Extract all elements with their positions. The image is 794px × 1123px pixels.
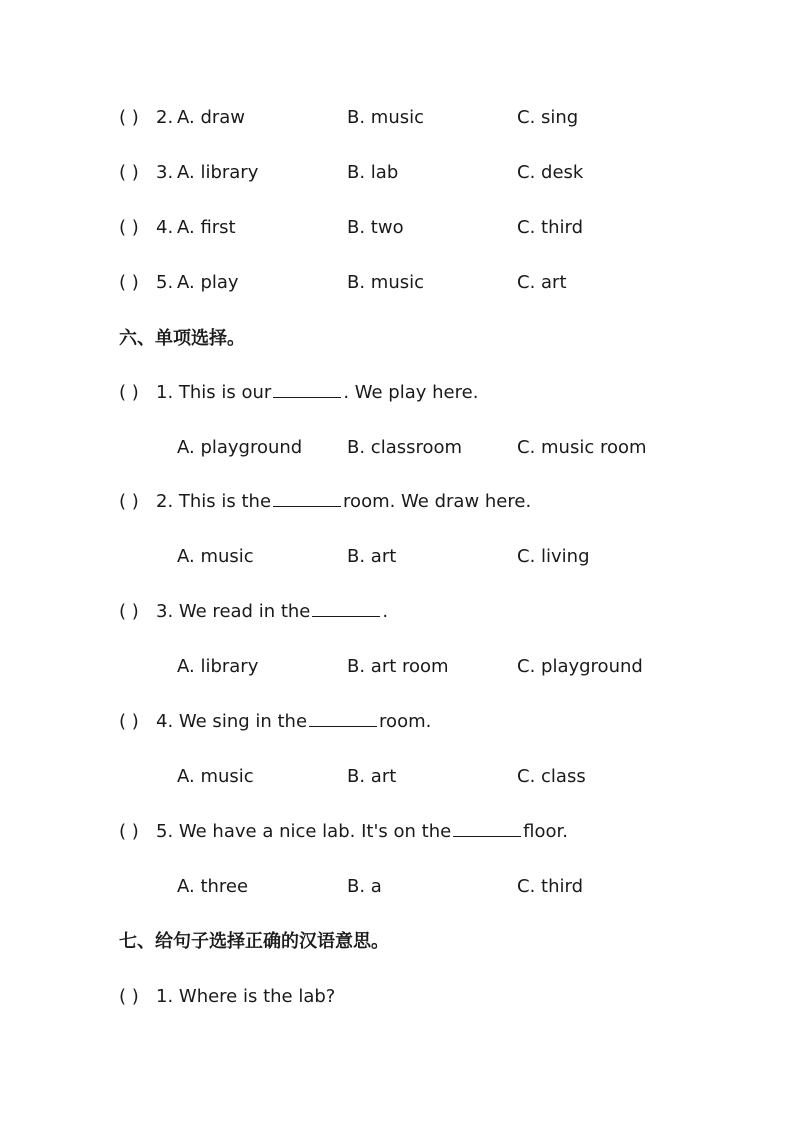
- answer-paren[interactable]: ( ): [119, 382, 139, 403]
- question-text-end: room. We draw here.: [343, 491, 532, 512]
- answer-paren[interactable]: ( ): [119, 491, 139, 512]
- option-c: C. sing: [517, 107, 579, 128]
- option-a: A. play: [177, 272, 239, 293]
- option-c: C. living: [517, 546, 590, 567]
- question-text: 1. This is our: [156, 382, 272, 403]
- question-text-end: . We play here.: [343, 382, 479, 403]
- option-b: B. a: [347, 876, 382, 897]
- question-text-end: room.: [379, 711, 432, 732]
- answer-paren[interactable]: ( ): [119, 217, 139, 238]
- fill-blank: [312, 600, 380, 617]
- fill-blank: [273, 490, 341, 507]
- question-text: 3. We read in the: [156, 601, 311, 622]
- option-a: A. draw: [177, 107, 246, 128]
- question-text-end: .: [382, 601, 389, 622]
- question-text: 1. Where is the lab?: [156, 986, 336, 1007]
- item-number: 3.: [156, 162, 174, 183]
- option-a: A. music: [177, 766, 254, 787]
- question-text: 5. We have a nice lab. It's on the: [156, 821, 452, 842]
- option-b: B. two: [347, 217, 404, 238]
- answer-paren[interactable]: ( ): [119, 107, 139, 128]
- question-text-end: floor.: [523, 821, 569, 842]
- option-a: A. library: [177, 656, 259, 677]
- option-c: C. third: [517, 876, 583, 897]
- option-b: B. music: [347, 107, 425, 128]
- option-a: A. three: [177, 876, 249, 897]
- answer-paren[interactable]: ( ): [119, 162, 139, 183]
- option-a: A. playground: [177, 437, 303, 458]
- item-number: 5.: [156, 272, 174, 293]
- option-a: A. music: [177, 546, 254, 567]
- answer-paren[interactable]: ( ): [119, 986, 139, 1007]
- option-a: A. first: [177, 217, 236, 238]
- option-c: C. class: [517, 766, 586, 787]
- fill-blank: [453, 820, 521, 837]
- item-number: 4.: [156, 217, 174, 238]
- option-a: A. library: [177, 162, 259, 183]
- option-b: B. classroom: [347, 437, 463, 458]
- option-c: C. desk: [517, 162, 584, 183]
- fill-blank: [309, 710, 377, 727]
- section-6-heading: 六、单项选择。: [119, 328, 245, 349]
- answer-paren[interactable]: ( ): [119, 711, 139, 732]
- answer-paren[interactable]: ( ): [119, 821, 139, 842]
- option-c: C. music room: [517, 437, 647, 458]
- question-text: 4. We sing in the: [156, 711, 308, 732]
- section-7-heading: 七、给句子选择正确的汉语意思。: [119, 931, 389, 952]
- fill-blank: [273, 381, 341, 398]
- answer-paren[interactable]: ( ): [119, 272, 139, 293]
- option-c: C. playground: [517, 656, 643, 677]
- option-b: B. lab: [347, 162, 399, 183]
- option-b: B. music: [347, 272, 425, 293]
- option-b: B. art room: [347, 656, 449, 677]
- option-c: C. art: [517, 272, 567, 293]
- item-number: 2.: [156, 107, 174, 128]
- option-b: B. art: [347, 546, 397, 567]
- answer-paren[interactable]: ( ): [119, 601, 139, 622]
- question-text: 2. This is the: [156, 491, 272, 512]
- option-c: C. third: [517, 217, 583, 238]
- option-b: B. art: [347, 766, 397, 787]
